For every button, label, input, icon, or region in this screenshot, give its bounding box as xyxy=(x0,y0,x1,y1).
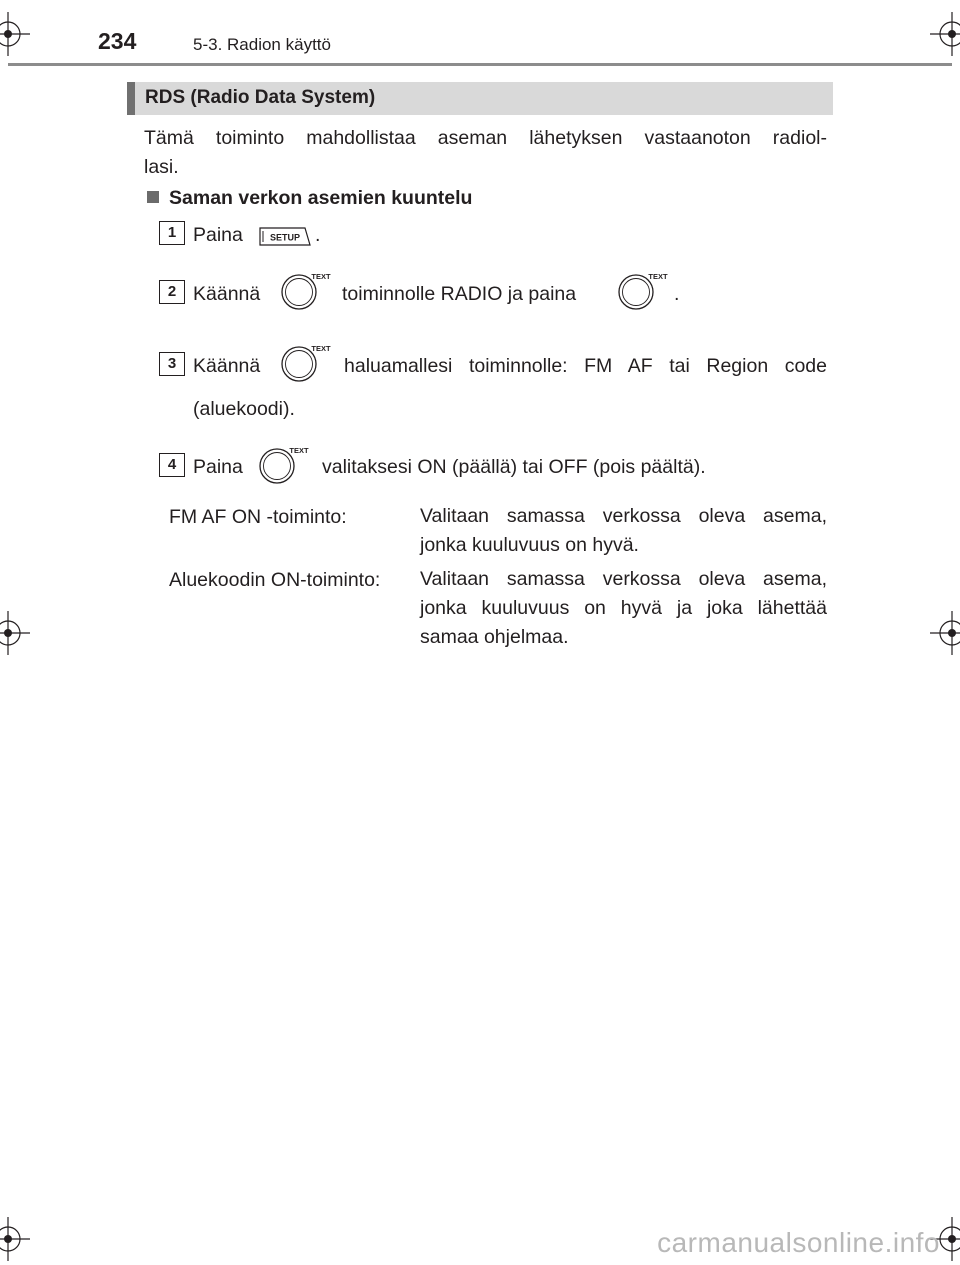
step-4-text-b: valitaksesi ON (päällä) tai OFF (pois päältä). xyxy=(322,456,706,478)
registration-mark-middle-left xyxy=(0,611,30,655)
tune-knob-icon xyxy=(258,443,314,485)
step-2-text-c: . xyxy=(674,283,680,305)
setup-button-label: SETUP xyxy=(269,232,301,243)
page-number: 234 xyxy=(98,28,137,54)
step-badge-2: 2 xyxy=(159,280,185,304)
intro-line-1: Tämä toiminto mahdollistaa aseman lähetyksen vastaanoton radiol- xyxy=(144,127,827,149)
definition-desc-line: jonka kuuluvuus on hyvä. xyxy=(420,534,639,556)
step-4-text-a: Paina xyxy=(193,456,243,478)
definition-desc-fm-af xyxy=(420,502,827,560)
definition-desc-line: Valitaan samassa verkossa oleva asema, xyxy=(420,568,827,590)
definition-desc-line: jonka kuuluvuus on hyvä ja joka lähettää xyxy=(420,597,827,619)
header-rule xyxy=(8,63,952,66)
tune-knob-icon xyxy=(280,341,336,383)
step-1-text-a: Paina xyxy=(193,224,243,246)
intro-line-2: lasi. xyxy=(144,156,179,178)
definition-desc-line: Valitaan samassa verkossa oleva asema, xyxy=(420,505,827,527)
definition-desc-line: samaa ohjelmaa. xyxy=(420,626,569,648)
tune-knob-icon xyxy=(280,269,336,311)
knob-label: TEXT xyxy=(648,272,668,281)
chapter-title: 5-3. Radion käyttö xyxy=(193,35,331,54)
section-header xyxy=(127,82,833,115)
subsection-title: Saman verkon asemien kuuntelu xyxy=(169,187,473,209)
setup-button-icon xyxy=(258,226,312,247)
tune-knob-icon xyxy=(617,269,673,311)
section-title: RDS (Radio Data System) xyxy=(145,87,376,108)
step-3-text-c: (aluekoodi). xyxy=(193,398,295,420)
knob-label: TEXT xyxy=(311,272,331,281)
registration-mark-bottom-left xyxy=(0,1217,30,1261)
definition-term-fm-af: FM AF ON -toiminto: xyxy=(169,506,347,528)
step-2-text-a: Käännä xyxy=(193,283,261,305)
step-3-text-b: haluamallesi toiminnolle: FM AF tai Region code xyxy=(344,355,827,377)
subsection-heading xyxy=(147,187,472,210)
watermark: carmanualsonline.info xyxy=(657,1227,940,1258)
square-bullet-icon xyxy=(147,191,159,203)
registration-mark-middle-right xyxy=(930,611,960,655)
definition-term-region-code: Aluekoodin ON-toiminto: xyxy=(169,569,381,591)
registration-mark-top-left xyxy=(0,12,30,56)
knob-label: TEXT xyxy=(311,344,331,353)
definition-desc-region-code xyxy=(420,565,827,652)
step-badge-1: 1 xyxy=(159,221,185,245)
step-2-text-b: toiminnolle RADIO ja paina xyxy=(342,283,577,305)
registration-mark-top-right xyxy=(930,12,960,56)
step-1-text-b: . xyxy=(315,224,321,246)
step-badge-3: 3 xyxy=(159,352,185,376)
step-badge-4: 4 xyxy=(159,453,185,477)
intro-paragraph xyxy=(144,124,827,182)
knob-label: TEXT xyxy=(289,446,309,455)
section-accent xyxy=(127,82,135,115)
step-3-text-a: Käännä xyxy=(193,355,261,377)
